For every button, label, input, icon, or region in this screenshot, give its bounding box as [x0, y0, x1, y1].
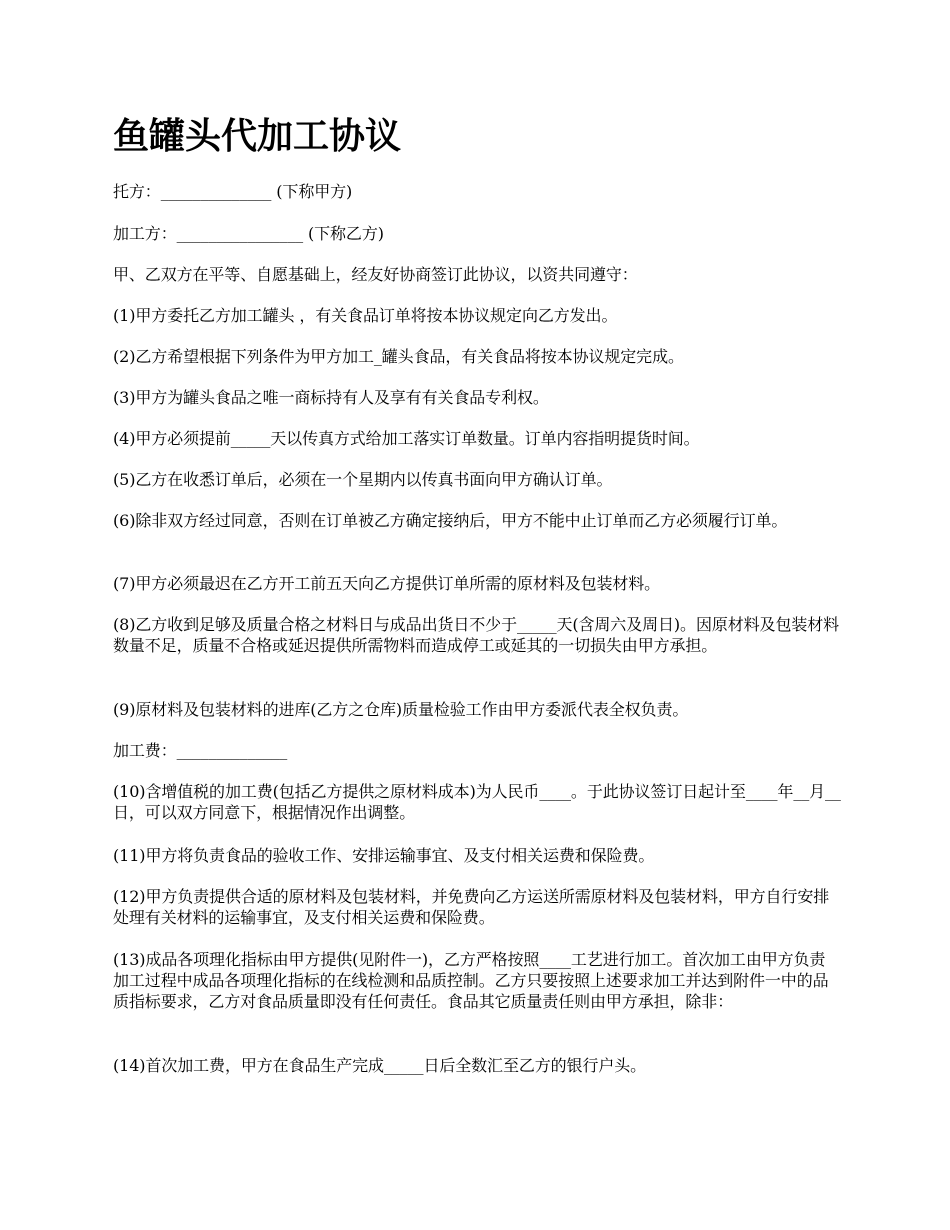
processing-fee-heading: 加工费：______________ — [113, 741, 288, 760]
clause-4: (4)甲方必须提前_____天以传真方式给加工落实订单数量。订单内容指明提货时间。 — [113, 429, 700, 448]
clause-12: (12)甲方负责提供合适的原材料及包装材料，并免费向乙方运送所需原材料及包装材料，甲方自行安排处理有关材料的运输事宜，及支付相关运费和保险费。 — [113, 887, 830, 927]
clause-13: (13)成品各项理化指标由甲方提供(见附件一)，乙方严格按照____工艺进行加工。首次加工由甲方负责加工过程中成品各项理化指标的在线检测和品质控制。乙方只要按照上述要求加工并达到附件一中的品质指标要求，乙方对食品质量即没有任何责任。食品其它质量责任则由甲方承担，除非： — [113, 950, 829, 1011]
clause-6: (6)除非双方经过同意，否则在订单被乙方确定接纳后，甲方不能中止订单而乙方必须履行订单。 — [113, 511, 788, 530]
party-b-line: 加工方：________________ (下称乙方) — [113, 224, 384, 243]
clause-3: (3)甲方为罐头食品之唯一商标持有人及享有有关食品专利权。 — [113, 388, 549, 407]
clause-1: (1)甲方委托乙方加工罐头 ，有关食品订单将按本协议规定向乙方发出。 — [113, 306, 618, 325]
document-title: 鱼罐头代加工协议 — [113, 115, 402, 157]
clause-5: (5)乙方在收悉订单后，必须在一个星期内以传真书面向甲方确认订单。 — [113, 470, 613, 489]
clause-8: (8)乙方收到足够及质量合格之材料日与成品出货日不少于_____天(含周六及周日)。因原材料及包装材料数量不足，质量不合格或延迟提供所需物料而造成停工或延其的一切损失由甲方承担。 — [113, 615, 840, 655]
party-a-line: 托方：______________ (下称甲方) — [113, 182, 353, 201]
clause-10: (10)含增值税的加工费(包括乙方提供之原材料成本)为人民币____。于此协议签订日起计至____年__月__日，可以双方同意下，根据情况作出调整。 — [113, 782, 841, 822]
clause-7: (7)甲方必须最迟在乙方开工前五天向乙方提供订单所需的原材料及包装材料。 — [113, 574, 661, 593]
clause-9: (9)原材料及包装材料的进库(乙方之仓库)质量检验工作由甲方委派代表全权负责。 — [113, 700, 689, 719]
clause-14: (14)首次加工费，甲方在食品生产完成_____日后全数汇至乙方的银行户头。 — [113, 1056, 647, 1075]
preamble-paragraph: 甲、乙双方在平等、自愿基础上，经友好协商签订此协议，以资共同遵守： — [113, 265, 638, 284]
clause-11: (11)甲方将负责食品的验收工作、安排运输事宜、及支付相关运费和保险费。 — [113, 846, 655, 865]
clause-2: (2)乙方希望根据下列条件为甲方加工_罐头食品，有关食品将按本协议规定完成。 — [113, 347, 684, 366]
